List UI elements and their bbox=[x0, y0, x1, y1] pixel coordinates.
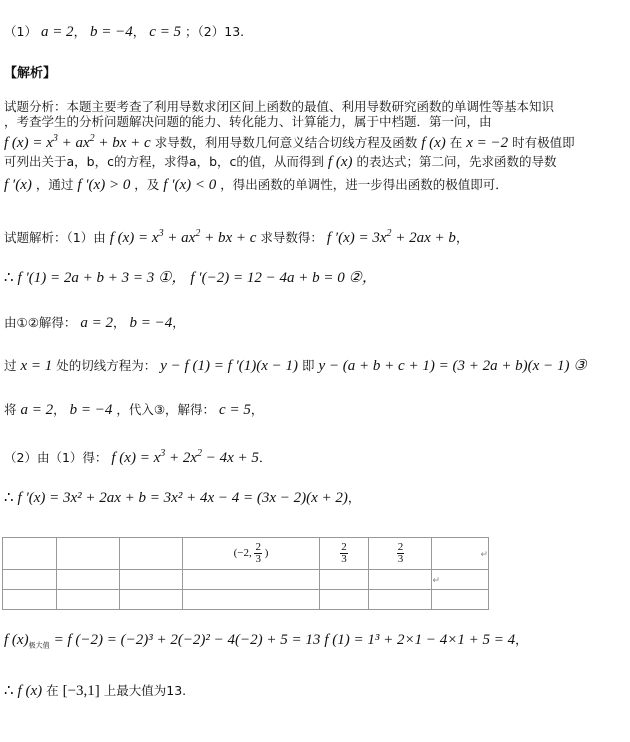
equation-1: f ′(1) = 2a + b + 3 = 3 ①， bbox=[17, 270, 187, 286]
analysis-line-4 bbox=[4, 154, 557, 170]
interval-close: ) bbox=[264, 547, 269, 560]
formula-x-neg2: x = −2 bbox=[466, 135, 509, 151]
formula-fx-final: f $(x) = x^3 + 2x^2 - 4x + 5$ bbox=[111, 448, 259, 466]
therefore-3: ∴ bbox=[4, 683, 14, 699]
analysis-line-3-b: 在 bbox=[449, 135, 463, 150]
fraction-two-thirds: $\frac{2}{3}$ bbox=[397, 541, 404, 565]
conclusion-interval: [−3,1] bbox=[62, 683, 100, 699]
analysis-line-1: 试题分析：本题主要考查了利用导数求闭区间上函数的最值、利用导数研究函数的单调性等基本知识 bbox=[4, 99, 555, 114]
table-cell bbox=[120, 590, 183, 610]
table-cell bbox=[319, 538, 369, 570]
solution-line-1: 试题解析：（1）由 f $(x) = x^3 + ax^2$ + bx + c 求导数得： f $'(x) = 3x^2 + 2ax + b$， bbox=[4, 228, 469, 246]
solution-line-9 bbox=[4, 683, 186, 699]
answer-b: b = −4 bbox=[90, 24, 133, 40]
solution-line-3-label: 由①②解得： bbox=[4, 315, 77, 330]
analysis-line-4-b: 的表达式；第二问，先求函数的导数 bbox=[356, 154, 557, 169]
table-cell bbox=[183, 570, 319, 590]
table-cell bbox=[432, 570, 489, 590]
solved-a: a = 2 bbox=[80, 315, 114, 331]
table-cell bbox=[3, 570, 57, 590]
solution-line-4 bbox=[4, 358, 587, 374]
tangent-eq-expanded: y − (a + b + c + 1) = (3 + 2a + b)(x − 1) ③ bbox=[318, 358, 587, 374]
f-of-x: f (x) bbox=[4, 632, 29, 648]
formula-fx-2: f (x) bbox=[327, 154, 353, 170]
solution-line-8: f $(x)_{极大值} = f$ (−2) = (−2)³ + 2(−2)² − 4(−2) + 5 = 13 f (1) = 1³ + 2×1 − 4×1 + 5 = 4， bbox=[4, 632, 528, 650]
analysis-line-3-a: 求导数，利用导数几何意义结合切线方程及函数 bbox=[154, 135, 418, 150]
conclusion-tail: 上最大值为13. bbox=[103, 683, 187, 698]
max-value-subscript: 极大值 bbox=[28, 641, 50, 650]
formula-derivative: f $'(x) = 3x^2 + 2ax + b$ bbox=[326, 228, 456, 246]
table-cell bbox=[369, 538, 432, 570]
table-cell bbox=[120, 538, 183, 570]
table-cell bbox=[319, 590, 369, 610]
solution-line-4-mid: 处的切线方程为： bbox=[56, 358, 157, 373]
formula-fx-def-2: f $(x) = x^3 + ax^2$ + bx + c bbox=[109, 228, 257, 246]
fraction-two-thirds: $\frac{2}{3}$ bbox=[255, 541, 261, 565]
interval-open: (−2, bbox=[233, 547, 252, 560]
analysis-line-4-a: 可列出关于a，b，c的方程，求得a，b，c的值，从而得到 bbox=[4, 154, 324, 169]
solved-c: c = 5 bbox=[219, 402, 251, 418]
therefore-1: ∴ bbox=[4, 270, 14, 286]
return-mark-icon: ↵ bbox=[480, 548, 488, 559]
sub-a: a = 2 bbox=[20, 402, 54, 418]
answer-part2: ；（2）13. bbox=[185, 24, 245, 39]
fraction-two-thirds: $\frac{2}{3}$ bbox=[341, 541, 347, 565]
table-cell bbox=[183, 538, 319, 570]
table-cell bbox=[57, 570, 120, 590]
table-cell bbox=[369, 570, 432, 590]
return-mark-icon: ↵ bbox=[432, 574, 441, 585]
table-cell bbox=[432, 590, 489, 610]
monotonicity-table bbox=[2, 537, 489, 610]
analysis-line-5-b: ，及 bbox=[134, 177, 160, 192]
solution-line-7: ∴ f ′(x) = 3x² + 2ax + b = 3x² + 4x − 4 = (3x − 2)(x + 2)， bbox=[4, 490, 361, 506]
tangent-point: x = 1 bbox=[20, 358, 53, 374]
solution-line-3: 由①②解得： a = 2， b = −4， bbox=[4, 315, 185, 331]
solution-line-5-label: 将 bbox=[4, 402, 17, 417]
table-cell bbox=[432, 538, 489, 570]
table-cell bbox=[183, 590, 319, 610]
analysis-line-5-c: ，得出函数的单调性，进一步得出函数的极值即可． bbox=[220, 177, 508, 192]
answer-line: （1） a = 2， b = −4， c = 5 ；（2）13. bbox=[4, 24, 245, 40]
answer-part1: （1） bbox=[4, 24, 37, 39]
table-cell bbox=[57, 590, 120, 610]
table-cell bbox=[3, 538, 57, 570]
derivative-factored: f ′(x) = 3x² + 2ax + b = 3x² + 4x − 4 = (3x − 2)(x + 2) bbox=[17, 490, 348, 506]
solution-line-5: 将 a = 2， b = −4 ，代入③，解得： c = 5， bbox=[4, 402, 264, 418]
table-cell bbox=[120, 570, 183, 590]
conclusion-fx: f (x) bbox=[17, 683, 43, 699]
table-cell bbox=[57, 538, 120, 570]
analysis-line-3 bbox=[4, 131, 575, 151]
analysis-header: 【解析】 bbox=[4, 66, 57, 81]
solution-line-6: （2）由（1）得： f $(x) = x^3 + 2x^2 - 4x + 5$． bbox=[4, 448, 272, 466]
endpoint-eq: f (1) = 1³ + 2×1 − 4×1 + 5 = 4 bbox=[324, 632, 516, 648]
analysis-line-3-c: 时有极值即 bbox=[512, 135, 575, 150]
formula-fx: f (x) bbox=[421, 135, 446, 151]
max-value-eq: = f (−2) = (−2)³ + 2(−2)² − 4(−2) + 5 = 13 bbox=[53, 632, 321, 648]
sub-b: b = −4 bbox=[69, 402, 113, 418]
table-row bbox=[3, 538, 489, 570]
solution-line-1-mid: 求导数得： bbox=[260, 230, 323, 245]
solution-line-5-mid: ，代入③，解得： bbox=[116, 402, 216, 417]
solution-line-6-label: （2）由（1）得： bbox=[4, 450, 108, 465]
answer-a: a = 2 bbox=[40, 24, 74, 40]
equation-2: f ′(−2) = 12 − 4a + b = 0 ②， bbox=[190, 270, 377, 286]
answer-c: c = 5 bbox=[149, 24, 182, 40]
analysis-line-2: ，考查学生的分析问题解决问题的能力、转化能力、计算能力，属于中档题．第一问，由 bbox=[4, 114, 492, 129]
formula-fprime: f ′(x) bbox=[4, 177, 32, 193]
table-row bbox=[3, 570, 489, 590]
table-cell bbox=[319, 570, 369, 590]
solution-label: 试题解析：（1）由 bbox=[4, 230, 106, 245]
table-row bbox=[3, 590, 489, 610]
formula-fprime-neg: f ′(x) < 0 bbox=[163, 177, 217, 193]
tangent-eq: y − f (1) = f ′(1)(x − 1) bbox=[160, 358, 299, 374]
formula-fprime-pos: f ′(x) > 0 bbox=[77, 177, 131, 193]
solution-line-4-label: 过 bbox=[4, 358, 17, 373]
formula-fx-def: f $(x) = x^3 + ax^2$ + bx + c bbox=[4, 133, 151, 151]
conclusion-zai: 在 bbox=[46, 683, 59, 698]
therefore-2: ∴ bbox=[4, 490, 14, 506]
table-cell bbox=[369, 590, 432, 610]
analysis-line-5-a: ，通过 bbox=[35, 177, 74, 192]
solution-line-2 bbox=[4, 270, 377, 286]
solution-line-4-ji: 即 bbox=[302, 358, 315, 373]
analysis-line-5 bbox=[4, 177, 508, 193]
table-cell bbox=[3, 590, 57, 610]
solved-b: b = −4 bbox=[129, 315, 173, 331]
